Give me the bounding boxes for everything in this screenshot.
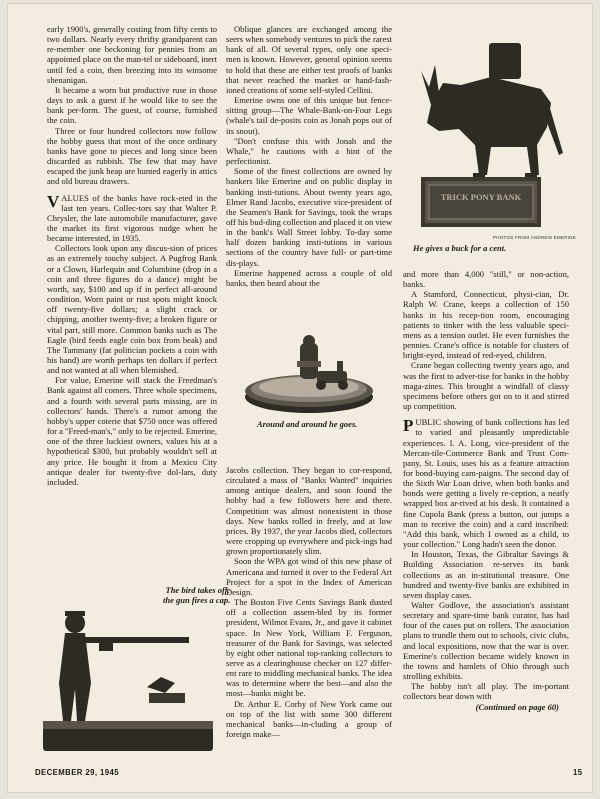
caption-line-2: the gun fires a cap. — [163, 595, 231, 605]
donkey-caption: He gives a buck for a cent. — [413, 243, 507, 253]
photo-credit: PHOTOS FROM ANDREW EMERINE — [493, 235, 576, 240]
paragraph: Dr. Arthur E. Corby of New York came out on top of the list with some 300 different mechanical banks—in-cluding a group of foreign make— — [226, 698, 392, 740]
paragraph: Crane began collecting twenty years ago, and was the first to adver-tise for banks in the hobby maga-zines. This brought a windfall of classy specimens before others got on to it and stirred up competition. — [403, 360, 569, 412]
paragraph — [47, 193, 217, 244]
paragraph — [403, 417, 569, 549]
text-column-2-top — [226, 24, 392, 288]
magazine-page — [7, 3, 593, 793]
hunter-gun-bank-photo — [39, 603, 217, 755]
merry-go-round-caption: Around and around he goes. — [257, 419, 358, 429]
continuation-note: (Continued on page 60) — [475, 701, 559, 712]
paragraph: In Houston, Texas, the Gibraltar Savings & Building Association re-serves its bank collections as an in-stitutional treasure. One hundred and twenty-five banks are exhibited in seven display cases. — [403, 549, 569, 600]
issue-date: DECEMBER 29, 1945 — [35, 768, 119, 777]
caption-line-1: The bird takes off: — [165, 585, 231, 595]
drop-cap: P — [403, 416, 414, 436]
paragraph: Jacobs collection. They began to cor-respond, circulated a mass of "Banks Wanted" inquiries among antique dealers, and soon found the hobby had a few followers here and there. Competition was almost nonexistent in those days. New banks rolled in freely, and at low prices. By 1937, the year Jacobs died, collectors were cropping up everywhere and pick-ings had grown proportionately slim. — [226, 465, 392, 557]
paragraph: early 1900's, generally costing from fifty cents to two dollars. Nearly every thrifty grandparent can re-member one beckoning for pennies from an appointed place on the man-tel or sideboard, inert until fed a coin, then breezing into its winsome shenanigan. — [47, 24, 217, 85]
text-column-3 — [403, 269, 569, 712]
paragraph: Some of the finest collections are owned by bankers like Emerine and on public display in banking insti-tutions. About twenty years ago, Elmer Rand Jacobs, executive vice-president of the Seamen's Bank for Savings, took the wraps off his bud-ding collection and placed it on view in the bank's Wall Street lobby. To-day some half dozen banking insti-tutions in various sections of the country have full- or part-time dis-plays. — [226, 166, 392, 268]
paragraph: Walter Godlove, the association's assistant secretary and spare-time bank curator, has had four of the cases put on rollers. The association plans to trundle them out to schools, civic clubs, and local expositions, now that the war is over. Emerine's collection became widely known in the towns and hamlets of Ohio through such strolling exhibits. — [403, 600, 569, 682]
gun-bank-caption — [163, 585, 230, 605]
page-number: 15 — [573, 768, 583, 777]
paragraph: For value, Emerine will stack the Freedman's Bank against all comers. Three whole specimens, and a fourth with several parts missing, are in collectors' hands. There's a rumor among the hobby's upper coterie that $750 once was offered for a "Freed-man's," only to be rejected. Emerine, one of the three luckiest owners, values his at a hypothetical $300, but probably wouldn't sell at any price. He bought it from a Mexico City antique dealer for twenty-five dol-lars, duty included. — [47, 375, 217, 487]
paragraph: Collectors look upon any discus-sion of prices as an extremely touchy subject. A Pugfrog Bank or a Clown, Harlequin and Columbine (drop in a coin and three figures do a dance) might be worth, say, $100 and up if in perfect all-around condition. Worn paint or rust spots might knock off twenty-five dollars; a slight crack or chipping, another twenty-five; a broken figure or vital part, still more. Common banks such as The Eagle (bird feeds eagle coin box from beak) and The Tammany (fat politician pockets a coin with his hand) are worth perhaps ten dollars if perfect and not wanted at all when blemished. — [47, 243, 217, 376]
paragraph: Three or four hundred collectors now follow the hobby guess that most of the once ordinary banks have gone to pieces and long since been discarded as rubbish. The few that may have escaped the junk heap are hunted eagerly in attics and old bureau drawers. — [47, 125, 217, 187]
paragraph: Emerine owns one of this unique but fence-sitting group—The Whale-Bank-on-Four Legs (whale's tail de-posits coin as Jonah pops out of its snout). — [226, 95, 392, 136]
paragraph: A Stamford, Connecticut, physi-cian, Dr. Ralph W. Crane, keeps a collection of 150 banks in his recep-tion room, encouraging patients to tinker with the less valuable speci-mens as a tension outlet. He even furnishes the pennies. Crane's office is notable for clusters of bright-eyed, instead of red-eyed, children. — [403, 289, 569, 361]
paragraph: "Don't confuse this with Jonah and the Whale," he cautions with a hint of the perfectionist. — [226, 135, 392, 167]
paragraph: and more than 4,000 "still," or non-action, banks. — [403, 269, 569, 290]
paragraph-text: UBLIC showing of bank collections has led to varied and pleasantly unpredictable experiences. I. A. Long, vice-president of the Mercan-tile-Commerce Bank and Trust Com-pany, St. Louis, uses his as a feature attraction for bond-buying cam-paigns. The second day of the Sixth War Loan drive, when both banks and bonds were getting a lively re-ception, a neatly wrapped box ar-rived at his desk. It contained a fine Cupola Bank (press a button, out jumps a man to receive the coin) and a card inscribed: "Add this bank, which I owned as a child, to your collection." Long hadn't seen the donor. — [403, 417, 569, 550]
paragraph: The Boston Five Cents Savings Bank dusted off a collection assem-bled by its former president, Wilmot Evans, Jr., and gave it cabinet space. In New York, William F. Ferguson, treasurer of the Bank for Savings, was selected by eight other national top-ranking collectors to serve as a clearinghouse checker on 127 differ-ent rare to middling mechanical banks. The idea was to determine where the best—and also the most—banks might be. — [226, 597, 392, 699]
paragraph: The hobby isn't all play. The im-portant collectors bear down with — [403, 681, 569, 702]
text-column-2-bottom — [226, 465, 392, 739]
paragraph-text: ALUES of the banks have rock-eted in the last ten years. Collec-tors say that Walter P. Chrysler, the late automobile manufacturer, gave the market its first vigorous nudge when he became interested, in 1935. — [47, 192, 217, 244]
donkey-base-text: TRICK PONY BANK — [440, 192, 522, 202]
paragraph: It became a worn but productive ruse in those days to ask a guest if he would like to see the bank per-form. The guest, of course, furnished the coin. — [47, 84, 217, 126]
merry-go-round-bank-photo — [229, 331, 389, 419]
paragraph: Oblique glances are exchanged among the seers when somebody ventures to pick the rarest bank of all. Of several types, only one speci-men is known. However, general opinion seems to hold that these are either test proofs of banks that never reached the market or hand-fash-ioned creations of some self-styled Cellini. — [226, 24, 392, 95]
paragraph: Emerine happened across a couple of old banks, then heard about the — [226, 267, 392, 288]
drop-cap: V — [47, 191, 60, 211]
paragraph: Soon the WPA got wind of this new phase of Americana and turned it over to the Federal Art Project for a spot in the Index of American Design. — [226, 556, 392, 597]
donkey-bank-photo — [391, 35, 567, 233]
text-column-1 — [47, 24, 217, 487]
